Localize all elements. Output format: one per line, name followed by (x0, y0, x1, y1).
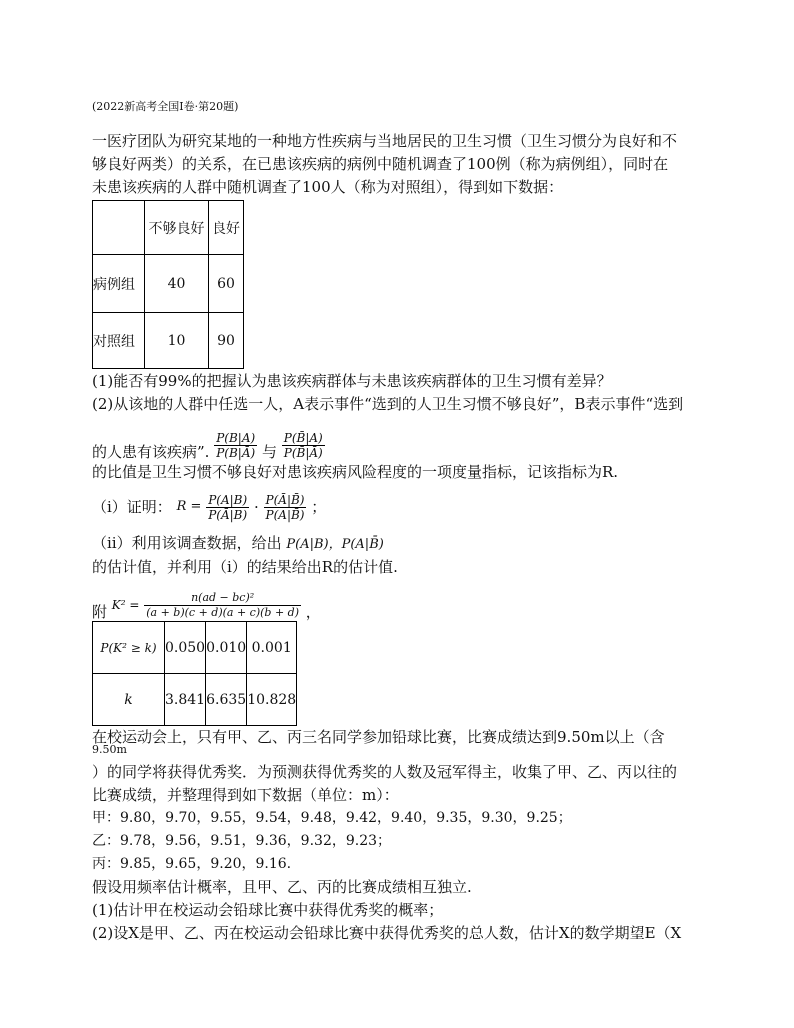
r-fraction-2 (264, 493, 307, 522)
survey-table (92, 200, 244, 369)
table-cell: 3.841 (165, 674, 206, 726)
table-row-label: 对照组 (93, 313, 145, 369)
intro-line-3: 未患该疾病的人群中随机调查了100人（称为对照组），得到如下数据： (92, 178, 564, 196)
subquestion-ii-line-2: 的估计值，并利用（ⅰ）的结果给出R的估计值. (92, 558, 398, 576)
table-header-cell: 不够良好 (145, 201, 209, 255)
ratio-fraction-2 (282, 431, 325, 460)
table-row (93, 674, 297, 726)
question-2-line-2 (92, 420, 325, 461)
semicolon: ； (311, 498, 327, 516)
source-label: (2022新高考全国I卷·第20题) (92, 100, 239, 113)
assumption: 假设用频率估计概率，且甲、乙、丙的比赛成绩相互独立. (92, 878, 472, 896)
data-bing: 丙：9.85，9.65，9.20，9.16. (92, 856, 292, 872)
table-cell: 10 (145, 313, 209, 369)
fraction-denominator: P(B̄|Ā) (283, 445, 323, 460)
question-2-line-1: (2)从该地的人群中任选一人，A表示事件“选到的人卫生习惯不够良好”，B表示事件“选到 (92, 395, 684, 413)
problem2-line-2: ）的同学将获得优秀奖．为预测获得优秀奖的人数及冠军得主，收集了甲、乙、丙以往的 (92, 763, 678, 781)
problem2-line-1: 在校运动会上，只有甲、乙、丙三名同学参加铅球比赛，比赛成绩达到9.50m以上（含 (92, 728, 665, 746)
q2-line2-text: 的人患有该疾病”. (92, 443, 210, 461)
table-cell: 60 (209, 255, 244, 313)
r-fraction-1 (206, 493, 249, 522)
probability-expression: P(A|B)，P(A|B̄) (286, 537, 384, 552)
table-cell: 40 (145, 255, 209, 313)
problem2-question-1: (1)估计甲在校运动会铅球比赛中获得优秀奖的概率； (92, 901, 444, 919)
table-row (93, 313, 244, 369)
data-yi: 乙：9.78，9.56，9.51，9.36，9.32，9.23； (92, 833, 392, 849)
question-2-line-3: 的比值是卫生习惯不够良好对患该疾病风险程度的一项度量指标，记该指标为R. (92, 463, 619, 481)
appendix-formula (92, 580, 321, 621)
table-cell: 90 (209, 313, 244, 369)
table-cell: 6.635 (206, 674, 247, 726)
k-squared-lhs: K² = (111, 598, 140, 612)
table-row-label: P(K² ≥ k) (93, 622, 165, 674)
fraction-denominator: (a + b)(c + d)(a + c)(b + d) (146, 605, 300, 619)
appendix-label: 附 (92, 603, 108, 621)
comma: ， (305, 603, 321, 621)
table-cell: 10.828 (247, 674, 297, 726)
fraction-numerator: P(Ā|B̄) (265, 492, 305, 507)
table-corner-cell (93, 201, 145, 255)
problem2-line-3: 比赛成绩，并整理得到如下数据（单位：m）： (92, 786, 399, 804)
question-1: (1)能否有99%的把握认为患该疾病群体与未患该疾病群体的卫生习惯有差异？ (92, 372, 612, 390)
subquestion-i (92, 488, 326, 524)
table-row-label: 病例组 (93, 255, 145, 313)
ratio-fraction-1 (214, 431, 257, 460)
multiply-dot: · (253, 498, 259, 516)
fraction-numerator: P(A|B) (208, 492, 248, 507)
intro-line-2: 够良好两类）的关系，在已患该疾病的病例中随机调查了100例（称为病例组），同时在 (92, 155, 669, 173)
fraction-numerator: P(B|A) (216, 430, 256, 445)
table-header-row (93, 201, 244, 255)
k-squared-fraction (144, 591, 301, 620)
r-symbol: R = (176, 499, 202, 514)
critical-value-table (92, 621, 297, 726)
table-row-label: k (93, 674, 165, 726)
table-header-cell: 良好 (209, 201, 244, 255)
problem2-question-2: (2)设X是甲、乙、丙在校运动会铅球比赛中获得优秀奖的总人数，估计X的数学期望E（X (92, 924, 682, 942)
fraction-denominator: P(Ā|B) (208, 507, 248, 522)
intro-line-1: 一医疗团队为研究某地的一种地方性疾病与当地居民的卫生习惯（卫生习惯分为良好和不 (92, 132, 678, 150)
table-cell: 0.010 (206, 622, 247, 674)
data-jia: 甲：9.80，9.70，9.55，9.54，9.48，9.42，9.40，9.35，9.30，9.25； (92, 810, 572, 826)
fraction-denominator: P(A|B̄) (265, 507, 305, 522)
subquestion-i-label: （ⅰ）证明： (92, 498, 172, 516)
fraction-denominator: P(B|Ā) (216, 445, 256, 460)
and-word: 与 (261, 443, 277, 461)
subquestion-ii (92, 533, 384, 555)
fraction-numerator: n(ad − bc)² (144, 591, 301, 606)
problem2-line-1b: 9.50m (92, 743, 127, 756)
table-cell: 0.001 (247, 622, 297, 674)
fraction-numerator: P(B̄|A) (283, 430, 323, 445)
subquestion-ii-label: （ⅱ）利用该调查数据，给出 (92, 534, 282, 552)
table-row (93, 255, 244, 313)
table-row (93, 622, 297, 674)
table-cell: 0.050 (165, 622, 206, 674)
